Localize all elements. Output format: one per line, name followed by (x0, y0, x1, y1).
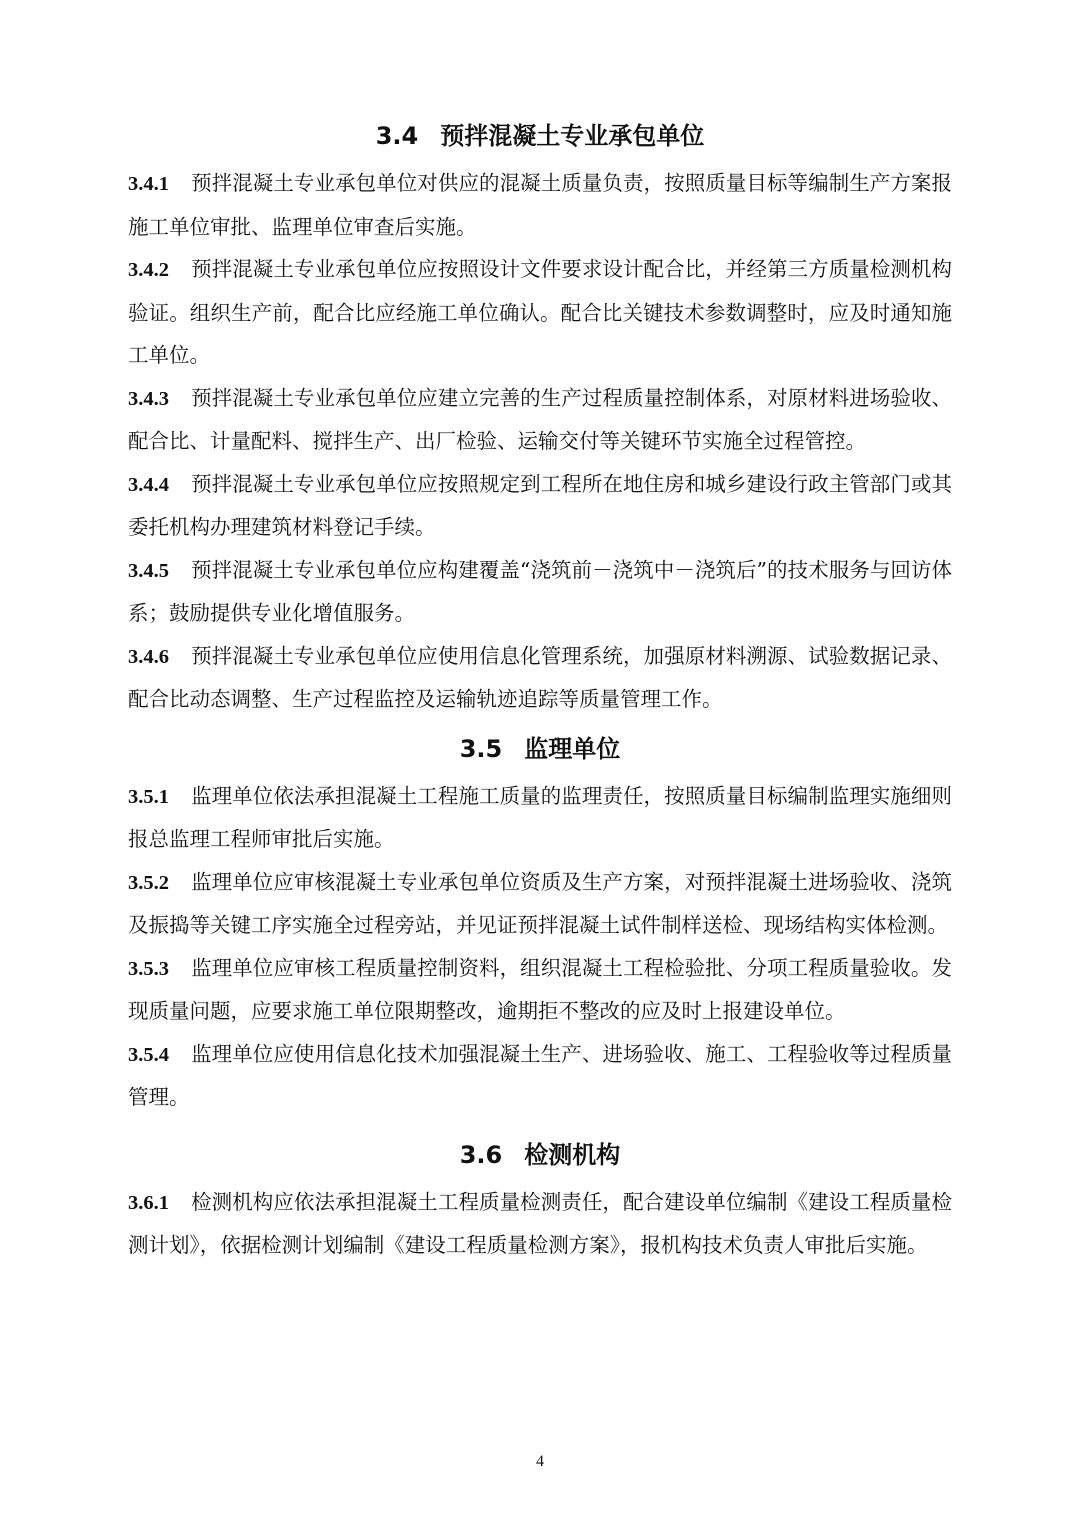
clause-3-4-3 (128, 377, 952, 463)
clause-3-5-2 (128, 861, 952, 947)
clause-3-4-1 (128, 162, 952, 248)
page-number: 4 (536, 1453, 544, 1470)
section-number: 3.4 (375, 122, 419, 150)
section-title: 检测机构 (524, 1140, 621, 1169)
clause-number: 3.5.3 (128, 957, 169, 980)
clause-3-6-1 (128, 1181, 952, 1267)
clause-text: 预拌混凝土专业承包单位应建立完善的生产过程质量控制体系，对原材料进场验收、配合比、计量配料、搅拌生产、出厂检验、运输交付等关键环节实施全过程管控。 (128, 385, 952, 453)
clause-text: 监理单位依法承担混凝土工程施工质量的监理责任，按照质量目标编制监理实施细则报总监理工程师审批后实施。 (128, 783, 952, 851)
clause-number: 3.4.2 (128, 259, 169, 281)
clause-number: 3.5.2 (128, 871, 169, 894)
clause-3-4-4 (128, 463, 952, 549)
clause-3-5-1 (128, 775, 952, 861)
section-heading-3-5 (128, 731, 952, 767)
section-title: 监理单位 (524, 734, 621, 763)
clause-text: 预拌混凝土专业承包单位应按照规定到工程所在地住房和城乡建设行政主管部门或其委托机构办理建筑材料登记手续。 (128, 471, 952, 539)
document-page (128, 118, 952, 1267)
clause-number: 3.4.3 (128, 387, 169, 410)
clause-3-5-3 (128, 947, 952, 1033)
clause-number: 3.4.6 (128, 645, 169, 668)
clause-text: 监理单位应使用信息化技术加强混凝土生产、进场验收、施工、工程验收等过程质量管理。 (128, 1041, 952, 1109)
clause-text: 预拌混凝土专业承包单位应构建覆盖“浇筑前－浇筑中－浇筑后”的技术服务与回访体系；鼓励提供专业化增值服务。 (128, 557, 952, 625)
clause-text: 监理单位应审核工程质量控制资料，组织混凝土工程检验批、分项工程质量验收。发现质量问题，应要求施工单位限期整改，逾期拒不整改的应及时上报建设单位。 (128, 955, 952, 1023)
section-heading-3-4 (128, 118, 952, 154)
section-number: 3.6 (459, 1140, 503, 1169)
clause-number: 3.6.1 (128, 1191, 169, 1214)
clause-number: 3.5.4 (128, 1043, 169, 1066)
clause-number: 3.4.4 (128, 473, 169, 496)
clause-text: 预拌混凝土专业承包单位应按照设计文件要求设计配合比，并经第三方质量检测机构验证。组织生产前，配合比应经施工单位确认。配合比关键技术参数调整时，应及时通知施工单位。 (128, 257, 952, 367)
clause-3-4-2 (128, 248, 952, 377)
clause-text: 监理单位应审核混凝土专业承包单位资质及生产方案，对预拌混凝土进场验收、浇筑及振捣等关键工序实施全过程旁站，并见证预拌混凝土试件制样送检、现场结构实体检测。 (128, 869, 952, 937)
clause-number: 3.5.1 (128, 785, 169, 808)
clause-3-5-4 (128, 1033, 952, 1119)
clause-number: 3.4.1 (128, 173, 169, 195)
section-title: 预拌混凝土专业承包单位 (440, 122, 705, 150)
section-number: 3.5 (459, 734, 503, 763)
clause-text: 预拌混凝土专业承包单位对供应的混凝土质量负责，按照质量目标等编制生产方案报施工单位审批、监理单位审查后实施。 (128, 171, 952, 239)
section-heading-3-6 (128, 1137, 952, 1173)
clause-number: 3.4.5 (128, 559, 169, 582)
clause-text: 预拌混凝土专业承包单位应使用信息化管理系统，加强原材料溯源、试验数据记录、配合比动态调整、生产过程监控及运输轨迹追踪等质量管理工作。 (128, 643, 952, 711)
clause-3-4-5 (128, 549, 952, 635)
clause-3-4-6 (128, 635, 952, 721)
clause-text: 检测机构应依法承担混凝土工程质量检测责任，配合建设单位编制《建设工程质量检测计划》，依据检测计划编制《建设工程质量检测方案》，报机构技术负责人审批后实施。 (128, 1189, 952, 1257)
